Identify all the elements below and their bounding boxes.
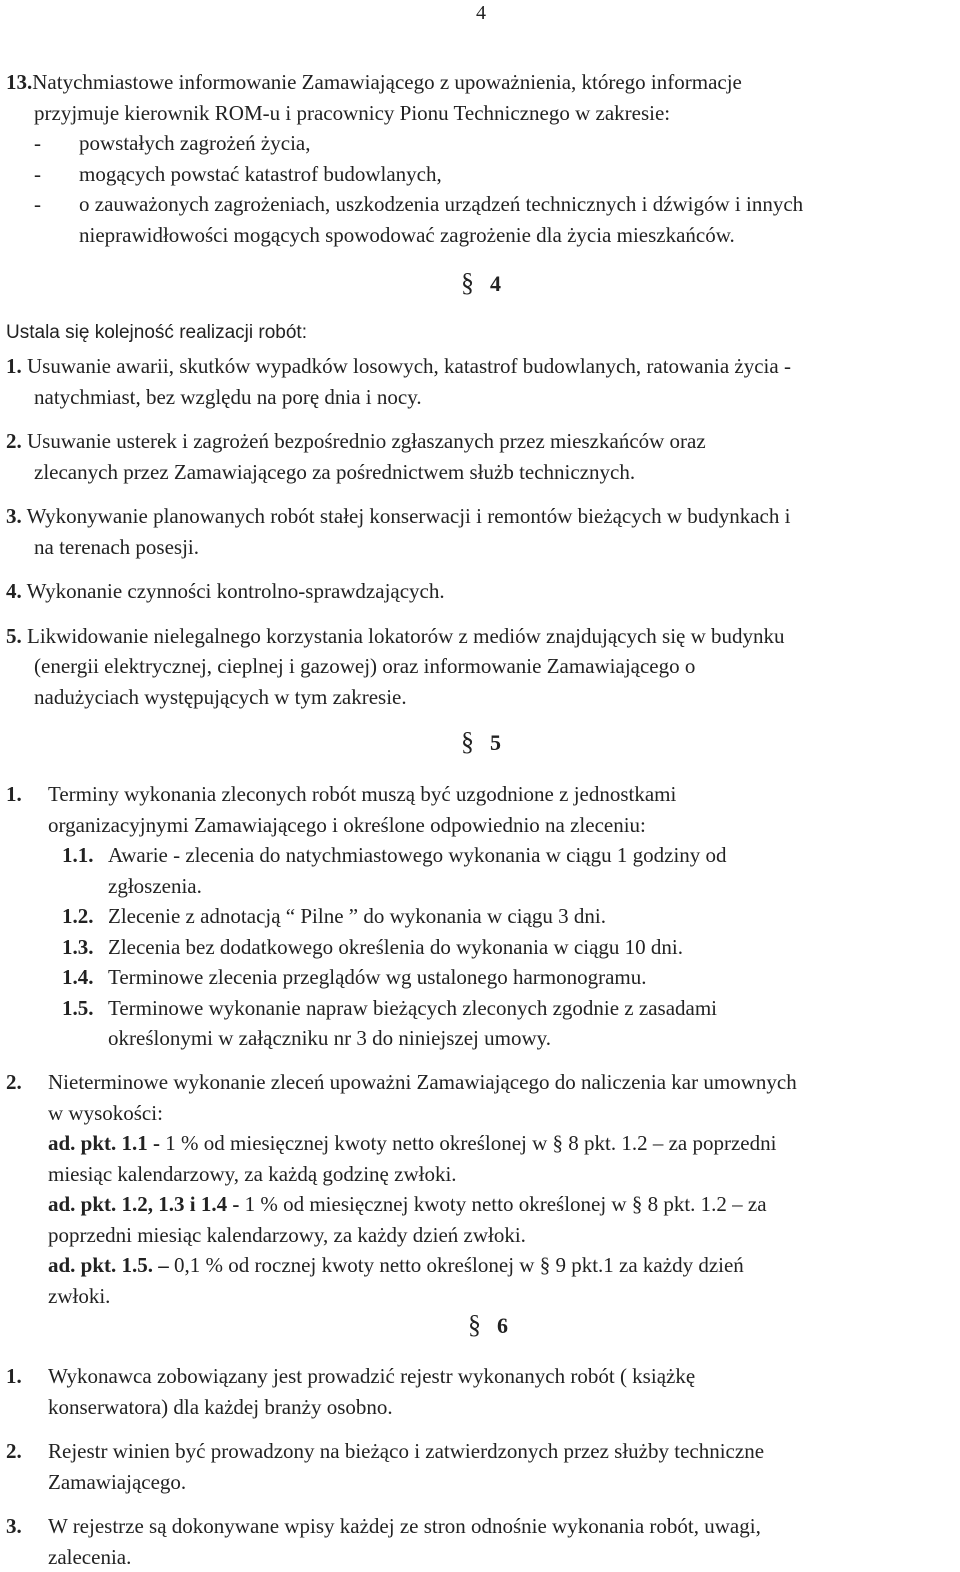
section-5-paragraph-2: 2. Nieterminowe wykonanie zleceń upoważni Zamawiającego do naliczenia kar umownych w wysokości: ad. pkt. 1.1 - 1 % od miesięcznej kwoty netto określonej w § 8 pkt. 1.2 – za poprzedni miesiąc kalendarzowy, za każdą godzinę zwłoki. ad. pkt. 1.2, 1.3 i 1.4 - 1 % od miesięcznej kwoty netto określonej w § 8 pkt. 1.2 – za poprzedni miesiąc kalendarzowy, za każdy dzień zwłoki. ad. pkt. 1.5. – 0,1 % od rocznej kwoty netto określonej w § 9 pkt.1 za każdy dzień zwłoki. (6, 1067, 958, 1311)
list-item: 1.5. Terminowe wykonanie napraw bieżących zleconych zgodnie z zasadami określonymi w załączniku nr 3 do niniejszej umowy. (62, 995, 717, 1050)
section-4-intro: Ustala się kolejność realizacji robót: (6, 322, 307, 343)
section-5-paragraph-1: 1. Terminy wykonania zleconych robót muszą być uzgodnione z jednostkami organizacyjnymi Zamawiającego i określone odpowiednio na zleceniu: (6, 782, 677, 837)
section-heading-5: § 5 (461, 727, 501, 756)
section-6-list (6, 1361, 958, 1572)
penalty-item: ad. pkt. 1.2, 1.3 i 1.4 - 1 % od miesięcznej kwoty netto określonej w § 8 pkt. 1.2 – za poprzedni miesiąc kalendarzowy, za każdy dzień zwłoki. (48, 1192, 767, 1247)
penalty-item: ad. pkt. 1.5. – 0,1 % od rocznej kwoty netto określonej w § 9 pkt.1 za każdy dzień zwłoki. (48, 1253, 744, 1308)
paragraph-text: Natychmiastowe informowanie Zamawiającego z upoważnienia, którego informacje (32, 70, 742, 94)
list-item: 1. Usuwanie awarii, skutków wypadków losowych, katastrof budowlanych, ratowania życia - natychmiast, bez względu na porę dnia i nocy. (6, 354, 791, 409)
paragraph-text: nieprawidłowości mogących spowodować zagrożenie dla życia mieszkańców. (79, 222, 735, 247)
paragraph-number: 13. (6, 70, 33, 94)
list-item: 1. Wykonawca zobowiązany jest prowadzić rejestr wykonanych robót ( książkę konserwatora) dla każdej branży osobno. (6, 1364, 696, 1419)
list-item: 5. Likwidowanie nielegalnego korzystania lokatorów z mediów znajdujących się w budynku (energii elektrycznej, cieplnej i gazowej) oraz informowanie Zamawiającego o nadużyciach występujących w tym zakresie. (6, 623, 785, 709)
penalty-item: ad. pkt. 1.1 - 1 % od miesięcznej kwoty netto określonej w § 8 pkt. 1.2 – za poprzedni miesiąc kalendarzowy, za każdą godzinę zwłoki. (48, 1131, 777, 1186)
list-item: 3. Wykonywanie planowanych robót stałej konserwacji i remontów bieżących w budynkach i na terenach posesji. (6, 504, 791, 559)
list-item: 3. W rejestrze są dokonywane wpisy każdej ze stron odnośnie wykonania robót, uwagi, zalecenia. (6, 1514, 761, 1569)
list-item: 4. Wykonanie czynności kontrolno-sprawdzających. (6, 579, 445, 603)
list-item: - o zauważonych zagrożeniach, uszkodzenia urządzeń technicznych i dźwigów i innych (34, 192, 804, 216)
list-item: 1.4. Terminowe zlecenia przeglądów wg ustalonego harmonogramu. (62, 965, 647, 989)
paragraph-13 (6, 67, 958, 250)
list-item: - powstałych zagrożeń życia, (34, 131, 311, 155)
list-item: 1.3. Zlecenia bez dodatkowego określenia do wykonania w ciągu 10 dni. (62, 934, 683, 959)
section-4-list (6, 351, 958, 712)
list-item: 1.1. Awarie - zlecenia do natychmiastowego wykonania w ciągu 1 godziny od zgłoszenia. (62, 843, 727, 898)
list-item: 2. Usuwanie usterek i zagrożeń bezpośrednio zgłaszanych przez mieszkańców oraz zlecanych przez Zamawiającego za pośrednictwem służb technicznych. (6, 429, 706, 484)
section-5-sublist (62, 840, 958, 1054)
page-number: 4 (476, 2, 486, 24)
paragraph-text: przyjmuje kierownik ROM-u i pracownicy Pionu Technicznego w zakresie: (34, 100, 671, 125)
list-item: 2. Rejestr winien być prowadzony na bieżąco i zatwierdzonych przez służby techniczne Zamawiającego. (6, 1439, 765, 1494)
list-item: 1.2. Zlecenie z adnotacją “ Pilne ” do wykonania w ciągu 3 dni. (62, 904, 606, 928)
list-item: - mogących powstać katastrof budowlanych, (34, 161, 442, 186)
section-heading-6: § 6 (468, 1310, 508, 1339)
section-heading-4: § 4 (461, 268, 501, 297)
